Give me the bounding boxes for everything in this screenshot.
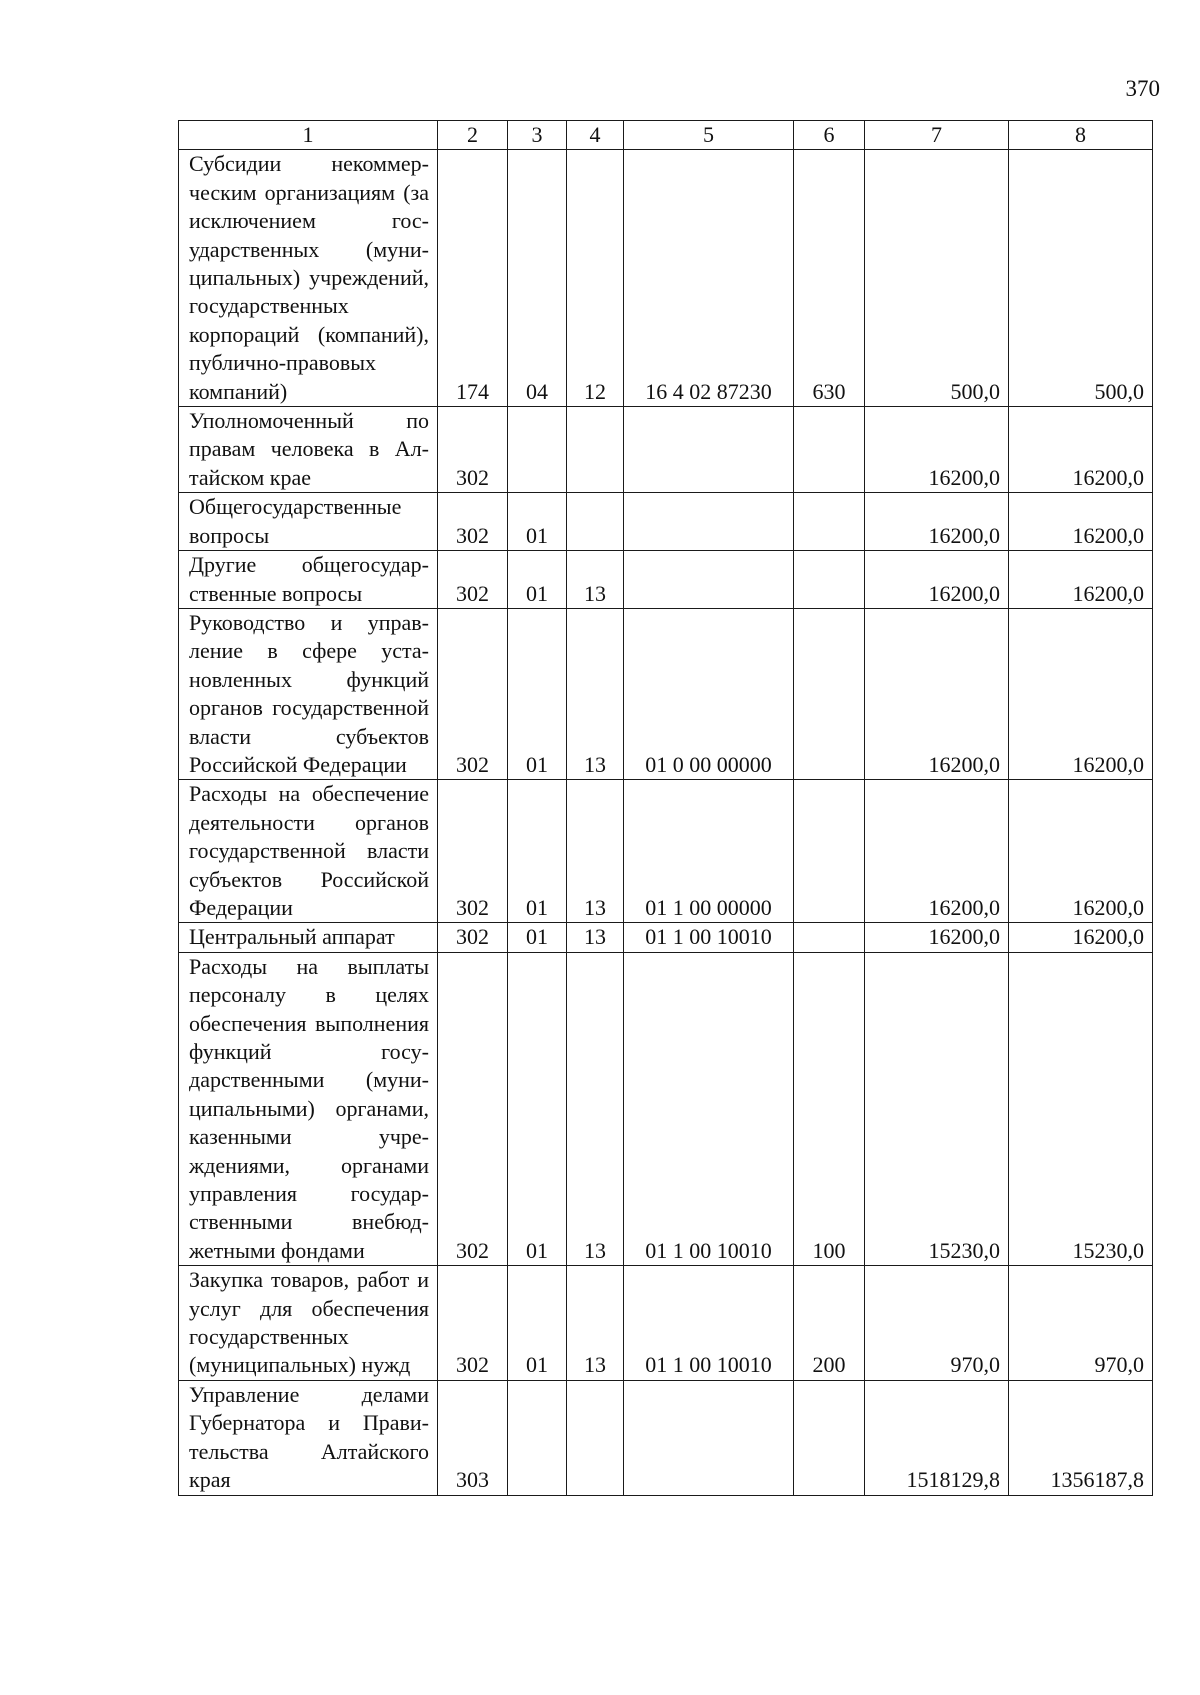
subsection-code: 13 [567, 551, 624, 609]
expense-type-code [794, 608, 865, 779]
target-article-code: 16 4 02 87230 [624, 150, 794, 407]
amount-year-2: 16200,0 [1009, 780, 1153, 923]
budget-table [178, 120, 1153, 1496]
expense-type-code [794, 551, 865, 609]
ministry-code: 302 [438, 952, 508, 1265]
expense-type-code [794, 407, 865, 493]
ministry-code: 303 [438, 1380, 508, 1495]
ministry-code: 174 [438, 150, 508, 407]
amount-year-2: 16200,0 [1009, 493, 1153, 551]
table-row [179, 551, 1153, 609]
table-row [179, 780, 1153, 923]
amount-year-1: 16200,0 [865, 608, 1009, 779]
ministry-code: 302 [438, 551, 508, 609]
table-row [179, 1266, 1153, 1381]
amount-year-1: 16200,0 [865, 407, 1009, 493]
amount-year-2: 16200,0 [1009, 551, 1153, 609]
expense-type-code: 200 [794, 1266, 865, 1381]
subsection-code: 13 [567, 923, 624, 952]
section-code [508, 407, 567, 493]
expense-name: Управление делами Губернатора и Правительства Алтайского края [179, 1380, 438, 1495]
amount-year-2: 16200,0 [1009, 608, 1153, 779]
section-code: 01 [508, 923, 567, 952]
subsection-code: 12 [567, 150, 624, 407]
amount-year-2: 16200,0 [1009, 923, 1153, 952]
section-code: 01 [508, 493, 567, 551]
section-code [508, 1380, 567, 1495]
ministry-code: 302 [438, 780, 508, 923]
target-article-code: 01 1 00 10010 [624, 952, 794, 1265]
amount-year-1: 16200,0 [865, 551, 1009, 609]
expense-name: Другие общегосударственные вопросы [179, 551, 438, 609]
ministry-code: 302 [438, 407, 508, 493]
expense-type-code [794, 1380, 865, 1495]
expense-type-code: 630 [794, 150, 865, 407]
target-article-code [624, 551, 794, 609]
expense-name: Расходы на выплаты персоналу в целях обеспечения выполнения функций государственными (муниципальными) органами, казенными учреждениями, органами управления государственными внебюджетными фондами [179, 952, 438, 1265]
page-number: 370 [1125, 76, 1160, 101]
expense-name: Закупка товаров, работ и услуг для обеспечения государственных (муниципальных) нужд [179, 1266, 438, 1381]
table-row [179, 952, 1153, 1265]
target-article-code: 01 0 00 00000 [624, 608, 794, 779]
section-code: 01 [508, 551, 567, 609]
amount-year-1: 16200,0 [865, 780, 1009, 923]
expense-name: Расходы на обеспечение деятельности органов государственной власти субъектов Российской Федерации [179, 780, 438, 923]
section-code: 01 [508, 608, 567, 779]
target-article-code: 01 1 00 10010 [624, 923, 794, 952]
expense-type-code: 100 [794, 952, 865, 1265]
target-article-code [624, 493, 794, 551]
column-header-2: 2 [438, 121, 508, 150]
column-header-5: 5 [624, 121, 794, 150]
column-header-6: 6 [794, 121, 865, 150]
expense-type-code [794, 923, 865, 952]
ministry-code: 302 [438, 923, 508, 952]
table-row [179, 1380, 1153, 1495]
amount-year-2: 1356187,8 [1009, 1380, 1153, 1495]
target-article-code [624, 1380, 794, 1495]
subsection-code [567, 1380, 624, 1495]
table-row [179, 608, 1153, 779]
expense-name: Центральный аппарат [179, 923, 438, 952]
ministry-code: 302 [438, 493, 508, 551]
column-header-8: 8 [1009, 121, 1153, 150]
target-article-code: 01 1 00 00000 [624, 780, 794, 923]
ministry-code: 302 [438, 608, 508, 779]
column-header-3: 3 [508, 121, 567, 150]
section-code: 01 [508, 952, 567, 1265]
table-body [179, 150, 1153, 1495]
column-header-7: 7 [865, 121, 1009, 150]
column-header-1: 1 [179, 121, 438, 150]
subsection-code [567, 407, 624, 493]
amount-year-1: 500,0 [865, 150, 1009, 407]
amount-year-2: 500,0 [1009, 150, 1153, 407]
section-code: 04 [508, 150, 567, 407]
amount-year-1: 970,0 [865, 1266, 1009, 1381]
section-code: 01 [508, 780, 567, 923]
subsection-code [567, 493, 624, 551]
expense-type-code [794, 780, 865, 923]
amount-year-2: 16200,0 [1009, 407, 1153, 493]
amount-year-1: 16200,0 [865, 923, 1009, 952]
expense-name: Руководство и управление в сфере установленных функций органов государственной власти субъектов Российской Федерации [179, 608, 438, 779]
subsection-code: 13 [567, 952, 624, 1265]
target-article-code: 01 1 00 10010 [624, 1266, 794, 1381]
subsection-code: 13 [567, 780, 624, 923]
table-row [179, 407, 1153, 493]
amount-year-1: 1518129,8 [865, 1380, 1009, 1495]
expense-name: Субсидии некоммерческим организациям (за исключением государственных (муниципальных) учреждений, государственных корпораций (компаний), публично-правовых компаний) [179, 150, 438, 407]
expense-name: Общегосударственные вопросы [179, 493, 438, 551]
amount-year-2: 970,0 [1009, 1266, 1153, 1381]
amount-year-1: 16200,0 [865, 493, 1009, 551]
target-article-code [624, 407, 794, 493]
expense-name: Уполномоченный по правам человека в Алтайском крае [179, 407, 438, 493]
column-header-4: 4 [567, 121, 624, 150]
subsection-code: 13 [567, 608, 624, 779]
header-row [179, 121, 1153, 150]
amount-year-2: 15230,0 [1009, 952, 1153, 1265]
table-row [179, 150, 1153, 407]
ministry-code: 302 [438, 1266, 508, 1381]
table-row [179, 493, 1153, 551]
amount-year-1: 15230,0 [865, 952, 1009, 1265]
expense-type-code [794, 493, 865, 551]
table-row [179, 923, 1153, 952]
section-code: 01 [508, 1266, 567, 1381]
subsection-code: 13 [567, 1266, 624, 1381]
